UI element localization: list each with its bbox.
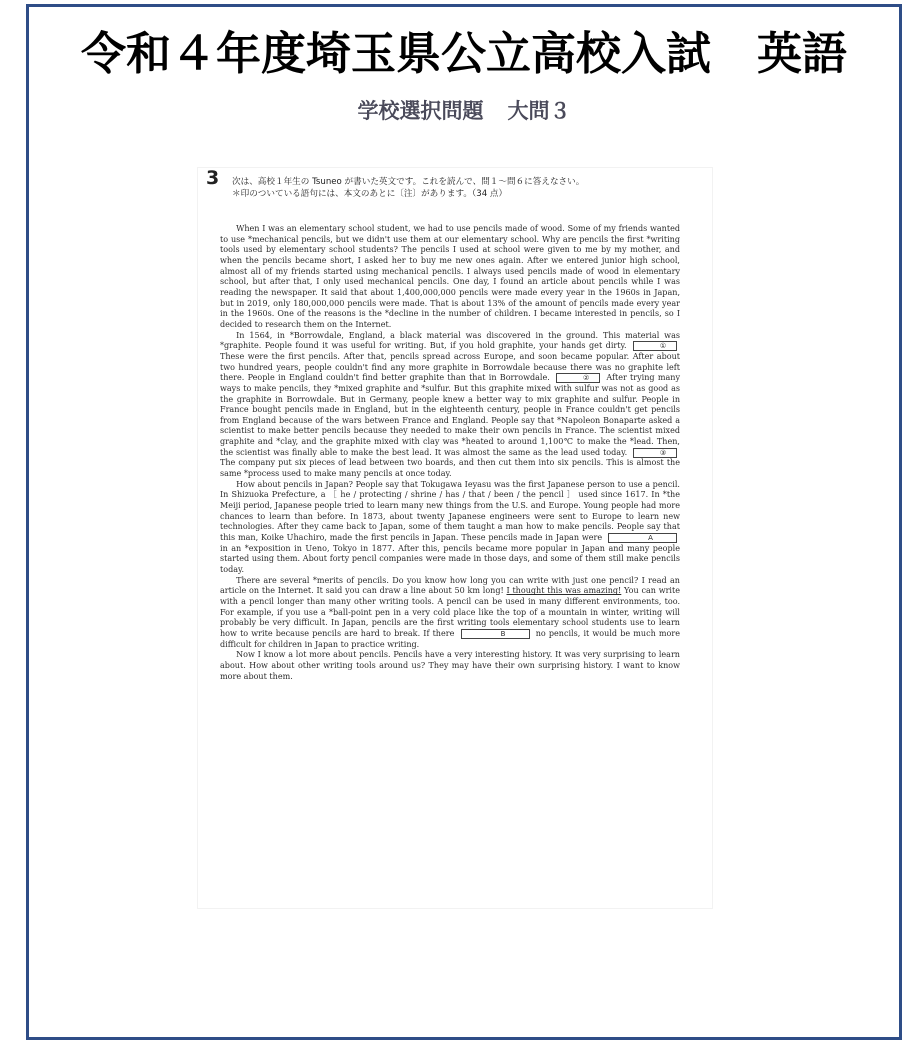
paragraph-2-text-d: The company put six pieces of lead between two boards, and then cut them into six pencils. This is almost the same *process used to make many pencils at once today. bbox=[220, 458, 680, 479]
paragraph-1: When I was an elementary school student, we had to use pencils made of wood. Some of my friends wanted to use *mechanical pencils, but we didn't use them at our elementary school. Why are pencils the first *writing tools used by elementary school students? The pencils I used at school were given to me by my mother, and when the pencils became short, I asked her to buy me new ones again. After we entered junior high school, almost all of my friends started using mechanical pencils. I always used pencils made of wood in elementary school, but after that, I only used mechanical pencils. One day, I found an article about pencils while I was reading the newspaper. It said that about 1,400,000,000 pencils were made every year in the 1960s in Japan, but in 2019, only 180,000,000 pencils were made. That is about 13% of the amount of pencils made every year in the 1960s. One of the reasons is the *decline in the number of children. I became interested in pencils, so I decided to research them on the Internet. bbox=[220, 224, 680, 329]
blank-1-box: ① bbox=[633, 341, 677, 351]
subtitle-section: 学校選択問題 bbox=[357, 99, 484, 123]
paragraph-3 bbox=[220, 480, 680, 576]
question-number: 3 bbox=[206, 167, 220, 189]
paragraph-4-text-b: You can write with a pencil longer than many other writing tools. A pencil can be used in many different environments, too. For example, if you use a *ball-point pen in a very cold place like the top of a mountain in winter, writing will probably be very difficult. In Japan, pencils are the first writing tools elementary school students use to learn how to write because pencils are hard to break. If there bbox=[220, 586, 680, 638]
passage bbox=[220, 224, 680, 682]
paragraph-4-text-a: There are several *merits of pencils. Do you know how long you can write with just one pencil? I read an article on the Internet. It said you can draw a line about 50 km long! bbox=[220, 575, 680, 596]
paragraph-5: Now I know a lot more about pencils. Pencils have a very interesting history. It was very surprising to learn about. How about other writing tools around us? They may have their own surprising history. I want to know more about them. bbox=[220, 650, 680, 681]
title-main: 令和４年度埼玉県公立高校入試 bbox=[80, 27, 711, 80]
paragraph-2 bbox=[220, 331, 680, 480]
page-subtitle bbox=[29, 95, 899, 125]
instruction-line-1: 次は、高校１年生の Tsuneo が書いた英文です。これを読んで、問１～問６に答えなさい。 bbox=[232, 177, 585, 187]
subtitle-question: 大問３ bbox=[507, 99, 571, 123]
paragraph-2-text-c: After trying many ways to make pencils, they *mixed graphite and *sulfur. But this graphite mixed with sulfur was not as good as the graphite in Borrowdale. But in Germany, people knew a better way to mix graphite and sulfur. People in France bought pencils made in England, but in the eighteenth century, people in France couldn't get pencils from England because of the wars between France and England. People say that *Napoleon Bonaparte asked a scientist to make better pencils because they needed to make their own pencils in France. The scientist mixed graphite and *clay, and the graphite mixed with clay was *heated to around 1,100℃ to make the *lead. Then, the scientist was finally able to make the best lead. It was almost the same as the lead used today. bbox=[220, 373, 680, 457]
paragraph-4-text-c: no pencils, it would be much more difficult for children in Japan to practice writing. bbox=[220, 628, 680, 649]
blank-2-box: ② bbox=[556, 373, 600, 383]
paragraph-2-text-a: In 1564, in *Borrowdale, England, a black material was discovered in the ground. This material was *graphite. People found it was useful for writing. But, if you hold graphite, your hands get dirty. bbox=[220, 330, 680, 351]
paragraph-4 bbox=[220, 576, 680, 651]
blank-3-box: ③ bbox=[633, 448, 677, 458]
title-subject: 英語 bbox=[757, 27, 848, 80]
paragraph-3-text-a: How about pencils in Japan? People say that Tokugawa Ieyasu was the first Japanese person to use a pencil. In Shizuoka Prefecture, a ［ he / protecting / shrine / has / that / been / the pencil ］ used since 1617. In *the Meiji period, Japanese people tried to learn many new things from the U.S. and Europe. Young people had more chances to learn than before. In 1873, about twenty Japanese engineers were sent to Europe to learn new technologies. After they came back to Japan, some of them taught a man how to make pencils. People say that this man, Koike Uhachiro, made the first pencils in Japan. These pencils made in Japan were bbox=[220, 479, 680, 543]
paragraph-3-text-b: in an *exposition in Ueno, Tokyo in 1877. After this, pencils became more popular in Japan and many people started using them. About forty pencil companies were made in those days, and some of them still make pencils today. bbox=[220, 543, 680, 574]
underlined-sentence: I thought this was amazing! bbox=[506, 586, 622, 596]
blank-b-box: B bbox=[461, 629, 530, 639]
paragraph-2-text-b: These were the first pencils. After that, pencils spread across Europe, and soon became popular. After about two hundred years, people couldn't find any more graphite in Borrowdale because there was no graphite left there. People in England couldn't find better graphite than that in Borrowdale. bbox=[220, 351, 680, 383]
blank-a-box: A bbox=[608, 533, 677, 543]
instruction-line-2: ＊印のついている語句には、本文のあとに〔注〕があります。（34 点） bbox=[232, 189, 508, 199]
exam-page-image bbox=[198, 168, 712, 908]
page-title bbox=[29, 17, 899, 82]
